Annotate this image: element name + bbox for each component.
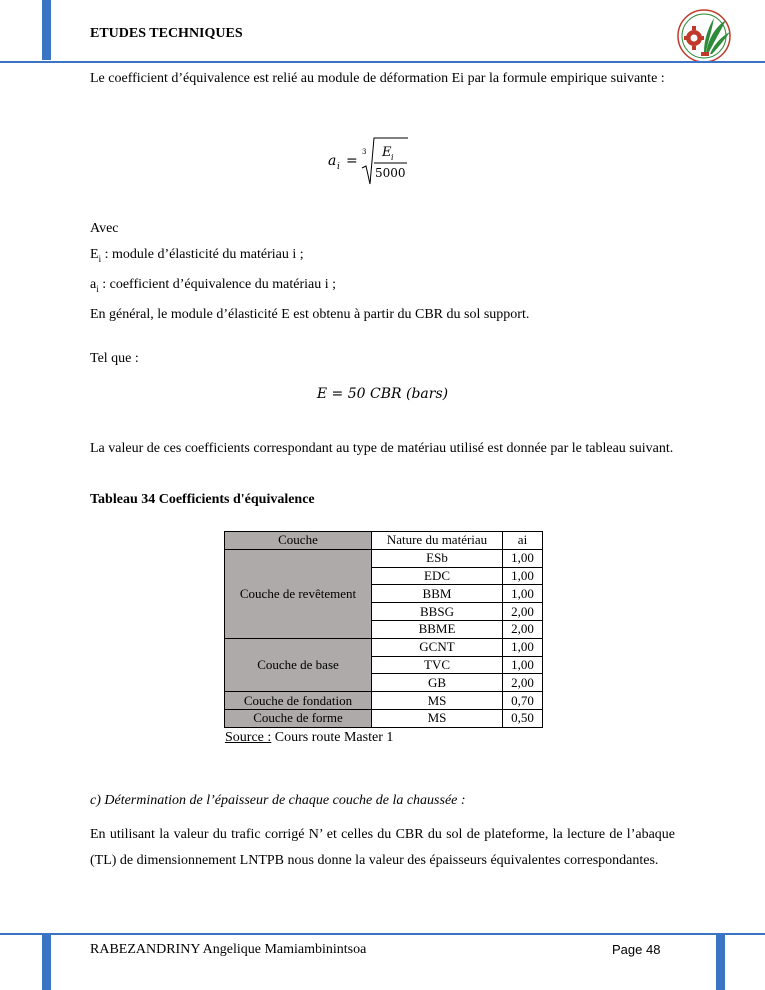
header-couche: Couche	[225, 532, 372, 550]
table-intro-block	[90, 436, 675, 462]
header-ai: ai	[503, 532, 543, 550]
couche-revetement: Couche de revêtement	[225, 549, 372, 638]
footer-right-bar	[716, 934, 725, 990]
cell-ai: 1,00	[503, 549, 543, 567]
source-text: Cours route Master 1	[271, 730, 394, 745]
header-title: ETUDES TECHNIQUES	[90, 26, 243, 41]
intro-text: Le coefficient d’équivalence est relié au module de déformation Ei par la formule empirique suivante :	[90, 71, 665, 86]
page-number: Page 48	[612, 942, 661, 957]
couche-base: Couche de base	[225, 638, 372, 691]
table-row	[225, 709, 543, 727]
definition-a	[90, 272, 675, 302]
couche-fondation: Couche de fondation	[225, 692, 372, 710]
def-e-symbol: E	[90, 247, 99, 262]
formula1-lhs: a	[328, 153, 337, 169]
formula-modulus: E = 50 CBR (bars)	[316, 386, 449, 402]
def-e-text: : module d’élasticité du matériau i ;	[101, 247, 304, 262]
cell-ai: 2,00	[503, 603, 543, 621]
cell-material: BBM	[372, 585, 503, 603]
cell-material: TVC	[372, 656, 503, 674]
cell-ai: 1,00	[503, 567, 543, 585]
def-a-symbol: a	[90, 276, 97, 292]
table-source	[225, 730, 393, 746]
formula1-root-index: 3	[362, 148, 367, 156]
tel-que-block	[90, 346, 675, 372]
subsection-heading: c) Détermination de l’épaisseur de chaque couche de la chaussée :	[90, 793, 466, 808]
general-text: En général, le module d’élasticité E est obtenu à partir du CBR du sol support.	[90, 306, 530, 322]
footer-author: RABEZANDRINY Angelique Mamiambinintsoa	[90, 942, 367, 957]
formula1-eq: =	[346, 153, 358, 169]
avec-label: Avec	[90, 221, 119, 236]
university-logo	[668, 6, 740, 64]
last-para-text: En utilisant la valeur du trafic corrigé N’ et celles du CBR du sol de plateforme, la lecture de l’abaque (TL) de dimensionnement LNTPB nous donne la valeur des épaisseurs équivalentes correspondantes.	[90, 827, 675, 868]
formula1-numerator: E	[382, 145, 392, 160]
header-rule	[0, 61, 765, 63]
formula-equivalence	[326, 132, 446, 192]
footer-rule	[0, 933, 765, 935]
table-row	[225, 692, 543, 710]
header-left-bar	[42, 0, 51, 60]
coefficients-table	[224, 531, 543, 728]
tel-que-label: Tel que :	[90, 351, 139, 366]
def-e-sub: i	[98, 253, 102, 264]
cell-ai: 0,50	[503, 709, 543, 727]
cell-material: BBME	[372, 620, 503, 638]
header-nature: Nature du matériau	[372, 532, 503, 550]
cell-material: GB	[372, 674, 503, 692]
footer-left-bar	[42, 934, 51, 990]
definitions-block	[90, 216, 675, 328]
cell-material: MS	[372, 692, 503, 710]
last-paragraph	[90, 822, 675, 874]
table-row	[225, 549, 543, 567]
cell-ai: 0,70	[503, 692, 543, 710]
table-header-row	[225, 532, 543, 550]
table-intro-text: La valeur de ces coefficients correspondant au type de matériau utilisé est donnée par le tableau suivant.	[90, 441, 674, 456]
cell-ai: 1,00	[503, 656, 543, 674]
def-a-sub: i	[96, 283, 99, 294]
formula1-lhs-sub: i	[337, 162, 340, 172]
formula1-numerator-sub: i	[391, 153, 394, 162]
intro-paragraph	[90, 66, 675, 92]
cell-material: GCNT	[372, 638, 503, 656]
definition-e	[90, 242, 675, 272]
cell-ai: 2,00	[503, 674, 543, 692]
cell-ai: 1,00	[503, 638, 543, 656]
table-title: Tableau 34 Coefficients d'équivalence	[90, 492, 315, 507]
couche-forme: Couche de forme	[225, 709, 372, 727]
cell-material: ESb	[372, 549, 503, 567]
cell-material: MS	[372, 709, 503, 727]
cell-material: EDC	[372, 567, 503, 585]
def-a-text: : coefficient d’équivalence du matériau i ;	[98, 276, 336, 292]
cell-ai: 1,00	[503, 585, 543, 603]
cell-ai: 2,00	[503, 620, 543, 638]
table-row	[225, 638, 543, 656]
cell-material: BBSG	[372, 603, 503, 621]
formula1-denominator: 5000	[375, 166, 406, 180]
source-label: Source :	[225, 730, 272, 745]
